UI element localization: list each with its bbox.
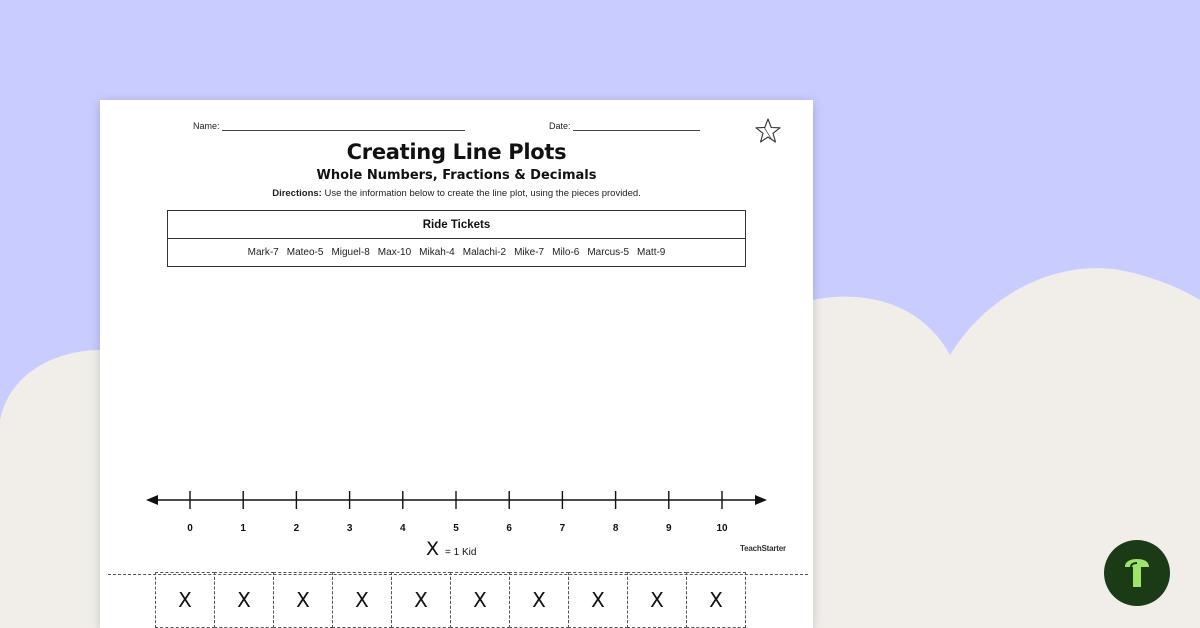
x-cutout-piece: X	[450, 572, 510, 628]
directions	[100, 188, 813, 199]
teach-starter-logo-icon[interactable]	[1104, 540, 1170, 606]
legend	[426, 538, 476, 560]
ticket-entry: Malachi-2	[462, 247, 507, 258]
number-line-tick-label: 7	[559, 523, 566, 534]
right-arrow-icon	[755, 495, 767, 505]
number-line-tick-label: 9	[666, 523, 672, 534]
x-cutout-piece: X	[273, 572, 333, 628]
number-line-tick-label: 3	[346, 523, 353, 534]
name-label: Name:	[193, 121, 220, 131]
number-line-tick-label: 2	[293, 523, 300, 534]
ticket-entry: Marcus-5	[587, 247, 630, 258]
x-cutout-piece: X	[214, 572, 274, 628]
date-field	[549, 121, 700, 131]
ticket-entry: Milo-6	[552, 247, 580, 258]
worksheet-subtitle: Whole Numbers, Fractions & Decimals	[316, 168, 597, 183]
number-line-tick-label: 10	[716, 523, 728, 534]
ticket-entry: Matt-9	[637, 247, 666, 258]
directions-text: Use the information below to create the line plot, using the pieces provided.	[324, 188, 641, 199]
ticket-entry: Max-10	[377, 247, 412, 258]
x-cutout-piece: X	[509, 572, 569, 628]
name-blank-line	[222, 130, 465, 131]
number-line-tick-label: 5	[453, 523, 459, 534]
number-line-tick-label: 1	[240, 523, 246, 534]
date-blank-line	[573, 130, 700, 131]
ride-tickets-row	[168, 239, 745, 266]
left-arrow-icon	[146, 495, 158, 505]
x-cutout-piece: X	[627, 572, 687, 628]
ride-tickets-header: Ride Tickets	[168, 211, 745, 239]
legend-x-symbol: X	[426, 538, 440, 560]
directions-label: Directions:	[272, 188, 322, 199]
number-line-tick-label: 8	[612, 523, 619, 534]
number-line	[144, 485, 769, 535]
ticket-entry: Mike-7	[514, 247, 545, 258]
ticket-entry: Mateo-5	[286, 247, 324, 258]
x-cutout-piece: X	[391, 572, 451, 628]
x-cutout-piece: X	[568, 572, 628, 628]
ticket-entry: Mikah-4	[419, 247, 455, 258]
worksheet	[100, 100, 813, 628]
date-label: Date:	[549, 121, 571, 131]
x-cutout-piece: X	[686, 572, 746, 628]
number-line-tick-label: 0	[187, 523, 193, 534]
name-field	[193, 121, 465, 131]
number-line-tick-label: 6	[506, 523, 512, 534]
cutout-pieces	[156, 572, 746, 628]
ride-tickets-table	[167, 210, 746, 267]
number-line-tick-label: 4	[400, 523, 406, 534]
x-cutout-piece: X	[155, 572, 215, 628]
ticket-entry: Miguel-8	[331, 247, 370, 258]
worksheet-title: Creating Line Plots	[346, 140, 567, 164]
brand-watermark: TeachStarter	[740, 544, 786, 553]
x-cutout-piece: X	[332, 572, 392, 628]
legend-text: = 1 Kid	[445, 547, 477, 558]
ticket-entry: Mark-7	[247, 247, 279, 258]
